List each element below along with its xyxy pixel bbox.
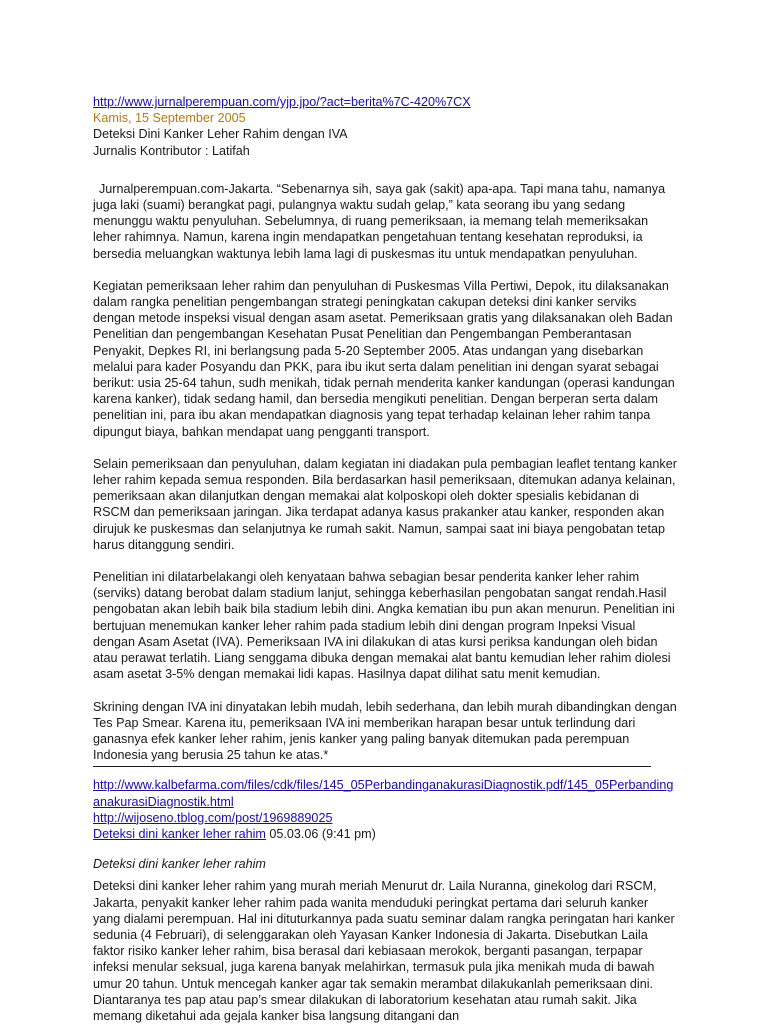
article-paragraph-3: Selain pemeriksaan dan penyuluhan, dalam kegiatan ini diadakan pula pembagian leaflet tentang kanker leher rahim kepada semua responden. Bila berdasarkan hasil pemeriksaan, ditemukan adanya kelainan, pemeriksaan akan dilanjutkan dengan memakai alat kolposkopi oleh dokter spesialis kebidanan di RSCM dan pemeriksaan jaringan. Jika terdapat adanya kasus prakanker atau kanker, responden akan dirujuk ke puskesmas dan selanjutnya ke rumah sakit. Namun, sampai saat ini biaya pengobatan tetap harus ditanggung sendiri. [93, 456, 677, 552]
article-author: Jurnalis Kontributor : Latifah [93, 143, 250, 158]
post-reference-line [93, 826, 678, 842]
document-page [93, 94, 678, 1024]
article-title: Deteksi Dini Kanker Leher Rahim dengan IVA [93, 127, 348, 142]
article-paragraph-5: Skrining dengan IVA ini dinyatakan lebih mudah, lebih sederhana, dan lebih murah dibandingkan dengan Tes Pap Smear. Karena itu, pemeriksaan IVA ini memberikan harapan besar untuk terlindung dari ganasnya efek kanker leher rahim, jenis kanker yang paling banyak ditemukan pada perempuan Indonesia yang berusia 25 tahun ke atas.* [93, 699, 677, 763]
article-paragraph-2: Kegiatan pemeriksaan leher rahim dan penyuluhan di Puskesmas Villa Pertiwi, Depok, itu dilaksanakan dalam rangka penelitian pengembangan strategi peningkatan cakupan deteksi dini kanker serviks dengan metode inspeksi visual dengan asam asetat. Pemeriksaan gratis yang dilaksanakan oleh Badan Penelitian dan pengembangan Kesehatan Pusat Penelitian dan Pengembangan Pemberantasan Penyakit, Depkes RI, ini berlangsung pada 5-20 September 2005. Atas undangan yang disebarkan melalui para kader Posyandu dan PKK, para ibu ikut serta dalam penelitian ini dengan syarat sebagai berikut: usia 25-64 tahun, sudh menikah, tidak pernah menderita kanker kandungan (operasi kandungan karena kanker), tidak sedang hamil, dan bersedia mengikuti penelitian. Dengan berperan serta dalam penelitian ini, para ibu akan mendapatkan diagnosis yang tepat terhadap kelainan leher rahim tanpa dipungut biaya, bahkan mendapat uang pengganti transport. [93, 278, 675, 439]
article-date: Kamis, 15 September 2005 [93, 111, 246, 126]
second-article-title: Deteksi dini kanker leher rahim [93, 857, 266, 872]
article-paragraph-4: Penelitian ini dilatarbelakangi oleh kenyataan bahwa sebagian besar penderita kanker leher rahim (serviks) datang berobat dalam stadium lanjut, sehingga keberhasilan pengobatan sangat rendah.Hasil pengobatan akan lebih baik bila stadium lebih dini. Angka kematian ibu pun akan menurun. Penelitian ini bertujuan menemukan kanker leher rahim pada stadium lebih dini dengan program Inpeksi Visual dengan Asam Asetat (IVA). Pemeriksaan IVA ini dilakukan di atas kursi periksa kandungan oleh bidan atau perawat terlatih. Liang senggama dibuka dengan memakai alat bantu kemudian leher rahim diolesi asam asetat 3-5% dengan memakai lidi kapas. Hasilnya dapat dilihat satu menit kemudian. [93, 570, 675, 682]
source-url-link[interactable]: http://www.jurnalperempuan.com/yjp.jpo/?act=berita%7C-420%7CX [93, 95, 471, 109]
reference-link-wijoseno[interactable]: http://wijoseno.tblog.com/post/1969889025 [93, 810, 333, 825]
article-paragraph-1: Jurnalperempuan.com-Jakarta. “Sebenarnya sih, saya gak (sakit) apa-apa. Tapi mana tahu, namanya juga laki (suami) berangkat pagi, pulangnya waktu sudah gelap,” kata seorang ibu yang sedang menunggu waktu penyuluhan. Sebelumnya, di ruang pemeriksaan, ia memang telah memeriksakan leher rahimnya. Namun, karena ingin mendapatkan pengetahuan tentang kesehatan reproduksi, ia bersedia meluangkan waktunya lebih lama lagi di puskesmas itu untuk mendapatkan penyuluhan. [93, 181, 666, 261]
reference-link-kalbefarma[interactable]: http://www.kalbefarma.com/files/cdk/files/145_05PerbandinganakurasiDiagnostik.pdf/145_05PerbandinganakurasiDiagnostik.html [93, 778, 674, 809]
post-title-link[interactable]: Deteksi dini kanker leher rahim [93, 826, 266, 841]
divider-line [93, 766, 651, 767]
post-timestamp: 05.03.06 (9:41 pm) [265, 826, 376, 841]
second-article-body: Deteksi dini kanker leher rahim yang murah meriah Menurut dr. Laila Nuranna, ginekolog dari RSCM, Jakarta, penyakit kanker leher rahim pada wanita menduduki peringkat pertama dari seluruh kanker yang dialami perempuan. Hal ini dituturkannya pada suatu seminar dalam rangka peringatan hari kanker sedunia (4 Februari), di selenggarakan oleh Yayasan Kanker Indonesia di Jakarta. Disebutkan Laila faktor risiko kanker leher rahim, bisa berasal dari kebiasaan merokok, berganti pasangan, terpapar infeksi menular seksual, juga karena banyak melahirkan, termasuk pula jika menikah muda di bawah umur 20 tahun. Untuk mencegah kanker agar tak semakin merambat dilakukanlah pemeriksaan dini. Diantaranya tes pap atau pap’s smear dilakukan di laboratorium kesehatan atau rumah sakit. Jika memang diketahui ada gejala kanker bisa langsung ditangani dan [93, 879, 675, 1023]
